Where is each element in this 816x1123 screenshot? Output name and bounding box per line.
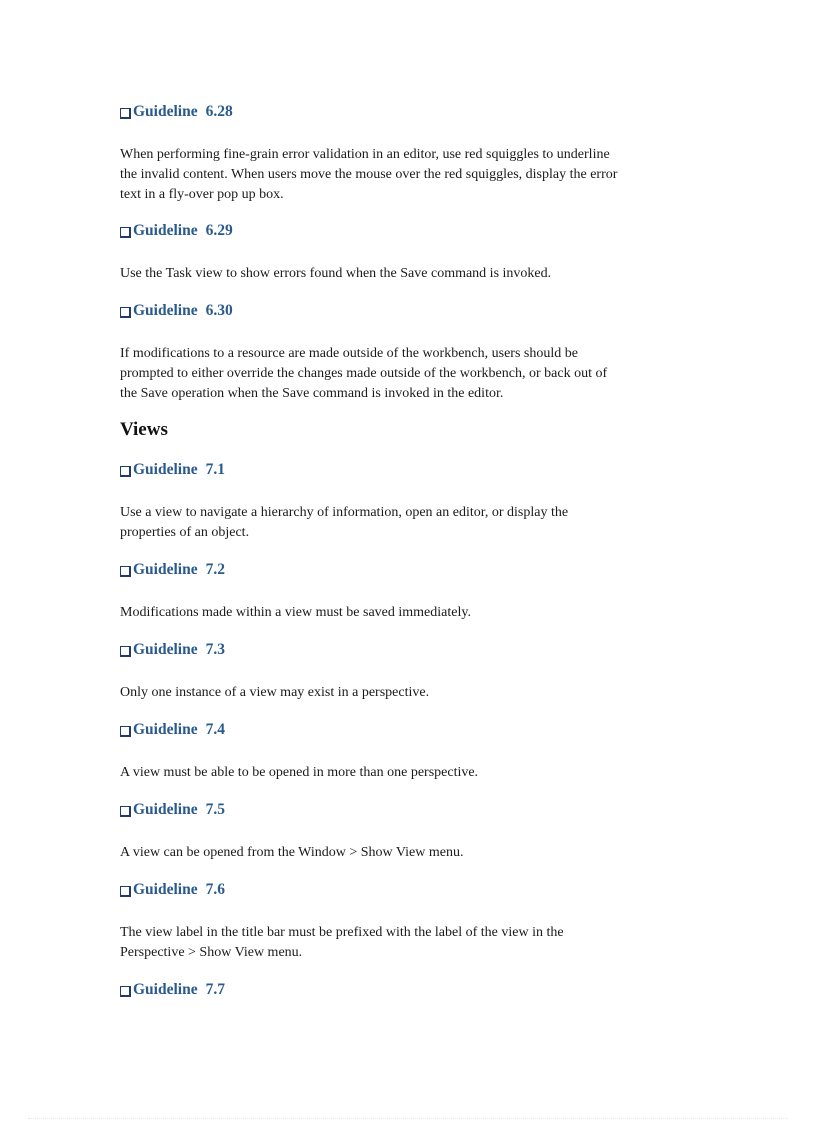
guideline-heading: [120, 881, 225, 899]
guideline-label: Guideline: [133, 222, 198, 239]
checkbox-icon: [120, 726, 131, 737]
checkbox-icon: [120, 108, 131, 119]
guideline-number: 6.30: [205, 302, 233, 319]
guideline-heading: [120, 222, 233, 240]
checkbox-icon: [120, 986, 131, 997]
guideline-label: Guideline: [133, 561, 198, 578]
guideline-text: Only one instance of a view may exist in a perspective.: [120, 685, 430, 700]
guideline-number: 7.7: [205, 981, 225, 998]
guideline-text: A view can be opened from the Window > Show View menu.: [120, 845, 464, 860]
guideline-heading: [120, 981, 225, 999]
guideline-number: 6.28: [205, 103, 233, 120]
guideline-text: Use the Task view to show errors found when the Save command is invoked.: [120, 266, 552, 281]
guideline-label: Guideline: [133, 801, 198, 818]
guideline-heading: [120, 721, 225, 739]
checkbox-icon: [120, 466, 131, 477]
guideline-text: The view label in the title bar must be prefixed with the label of the view in the Perspective > Show View menu.: [120, 925, 564, 960]
checkbox-icon: [120, 806, 131, 817]
guideline-text: A view must be able to be opened in more than one perspective.: [120, 765, 479, 780]
guideline-number: 7.1: [205, 461, 225, 478]
guideline-heading: [120, 461, 225, 479]
guideline-number: 7.2: [205, 561, 225, 578]
guideline-text: Modifications made within a view must be saved immediately.: [120, 605, 471, 620]
guideline-label: Guideline: [133, 981, 198, 998]
guideline-heading: [120, 302, 233, 320]
guideline-text: When performing fine-grain error validation in an editor, use red squiggles to underline the invalid content. When users move the mouse over the red squiggles, display the error text in a fly-over pop up box.: [120, 147, 618, 202]
checkbox-icon: [120, 227, 131, 238]
guideline-number: 7.6: [205, 881, 225, 898]
checkbox-icon: [120, 646, 131, 657]
guideline-label: Guideline: [133, 721, 198, 738]
guideline-heading: [120, 641, 225, 659]
page-bottom-rule: [28, 1118, 788, 1119]
checkbox-icon: [120, 886, 131, 897]
guideline-label: Guideline: [133, 881, 198, 898]
guideline-label: Guideline: [133, 461, 198, 478]
guideline-heading: [120, 103, 233, 121]
guideline-heading: [120, 561, 225, 579]
guideline-label: Guideline: [133, 103, 198, 120]
guideline-text: Use a view to navigate a hierarchy of information, open an editor, or display the properties of an object.: [120, 505, 569, 540]
guideline-text: If modifications to a resource are made outside of the workbench, users should be prompted to either override the changes made outside of the workbench, or back out of the Save operation when the Save command is invoked in the editor.: [120, 346, 608, 401]
guideline-number: 7.5: [205, 801, 225, 818]
guideline-label: Guideline: [133, 641, 198, 658]
guideline-number: 7.3: [205, 641, 225, 658]
guideline-label: Guideline: [133, 302, 198, 319]
guideline-heading: [120, 801, 225, 819]
guideline-number: 6.29: [205, 222, 233, 239]
checkbox-icon: [120, 566, 131, 577]
checkbox-icon: [120, 307, 131, 318]
section-title: Views: [120, 419, 168, 440]
guideline-number: 7.4: [205, 721, 225, 738]
